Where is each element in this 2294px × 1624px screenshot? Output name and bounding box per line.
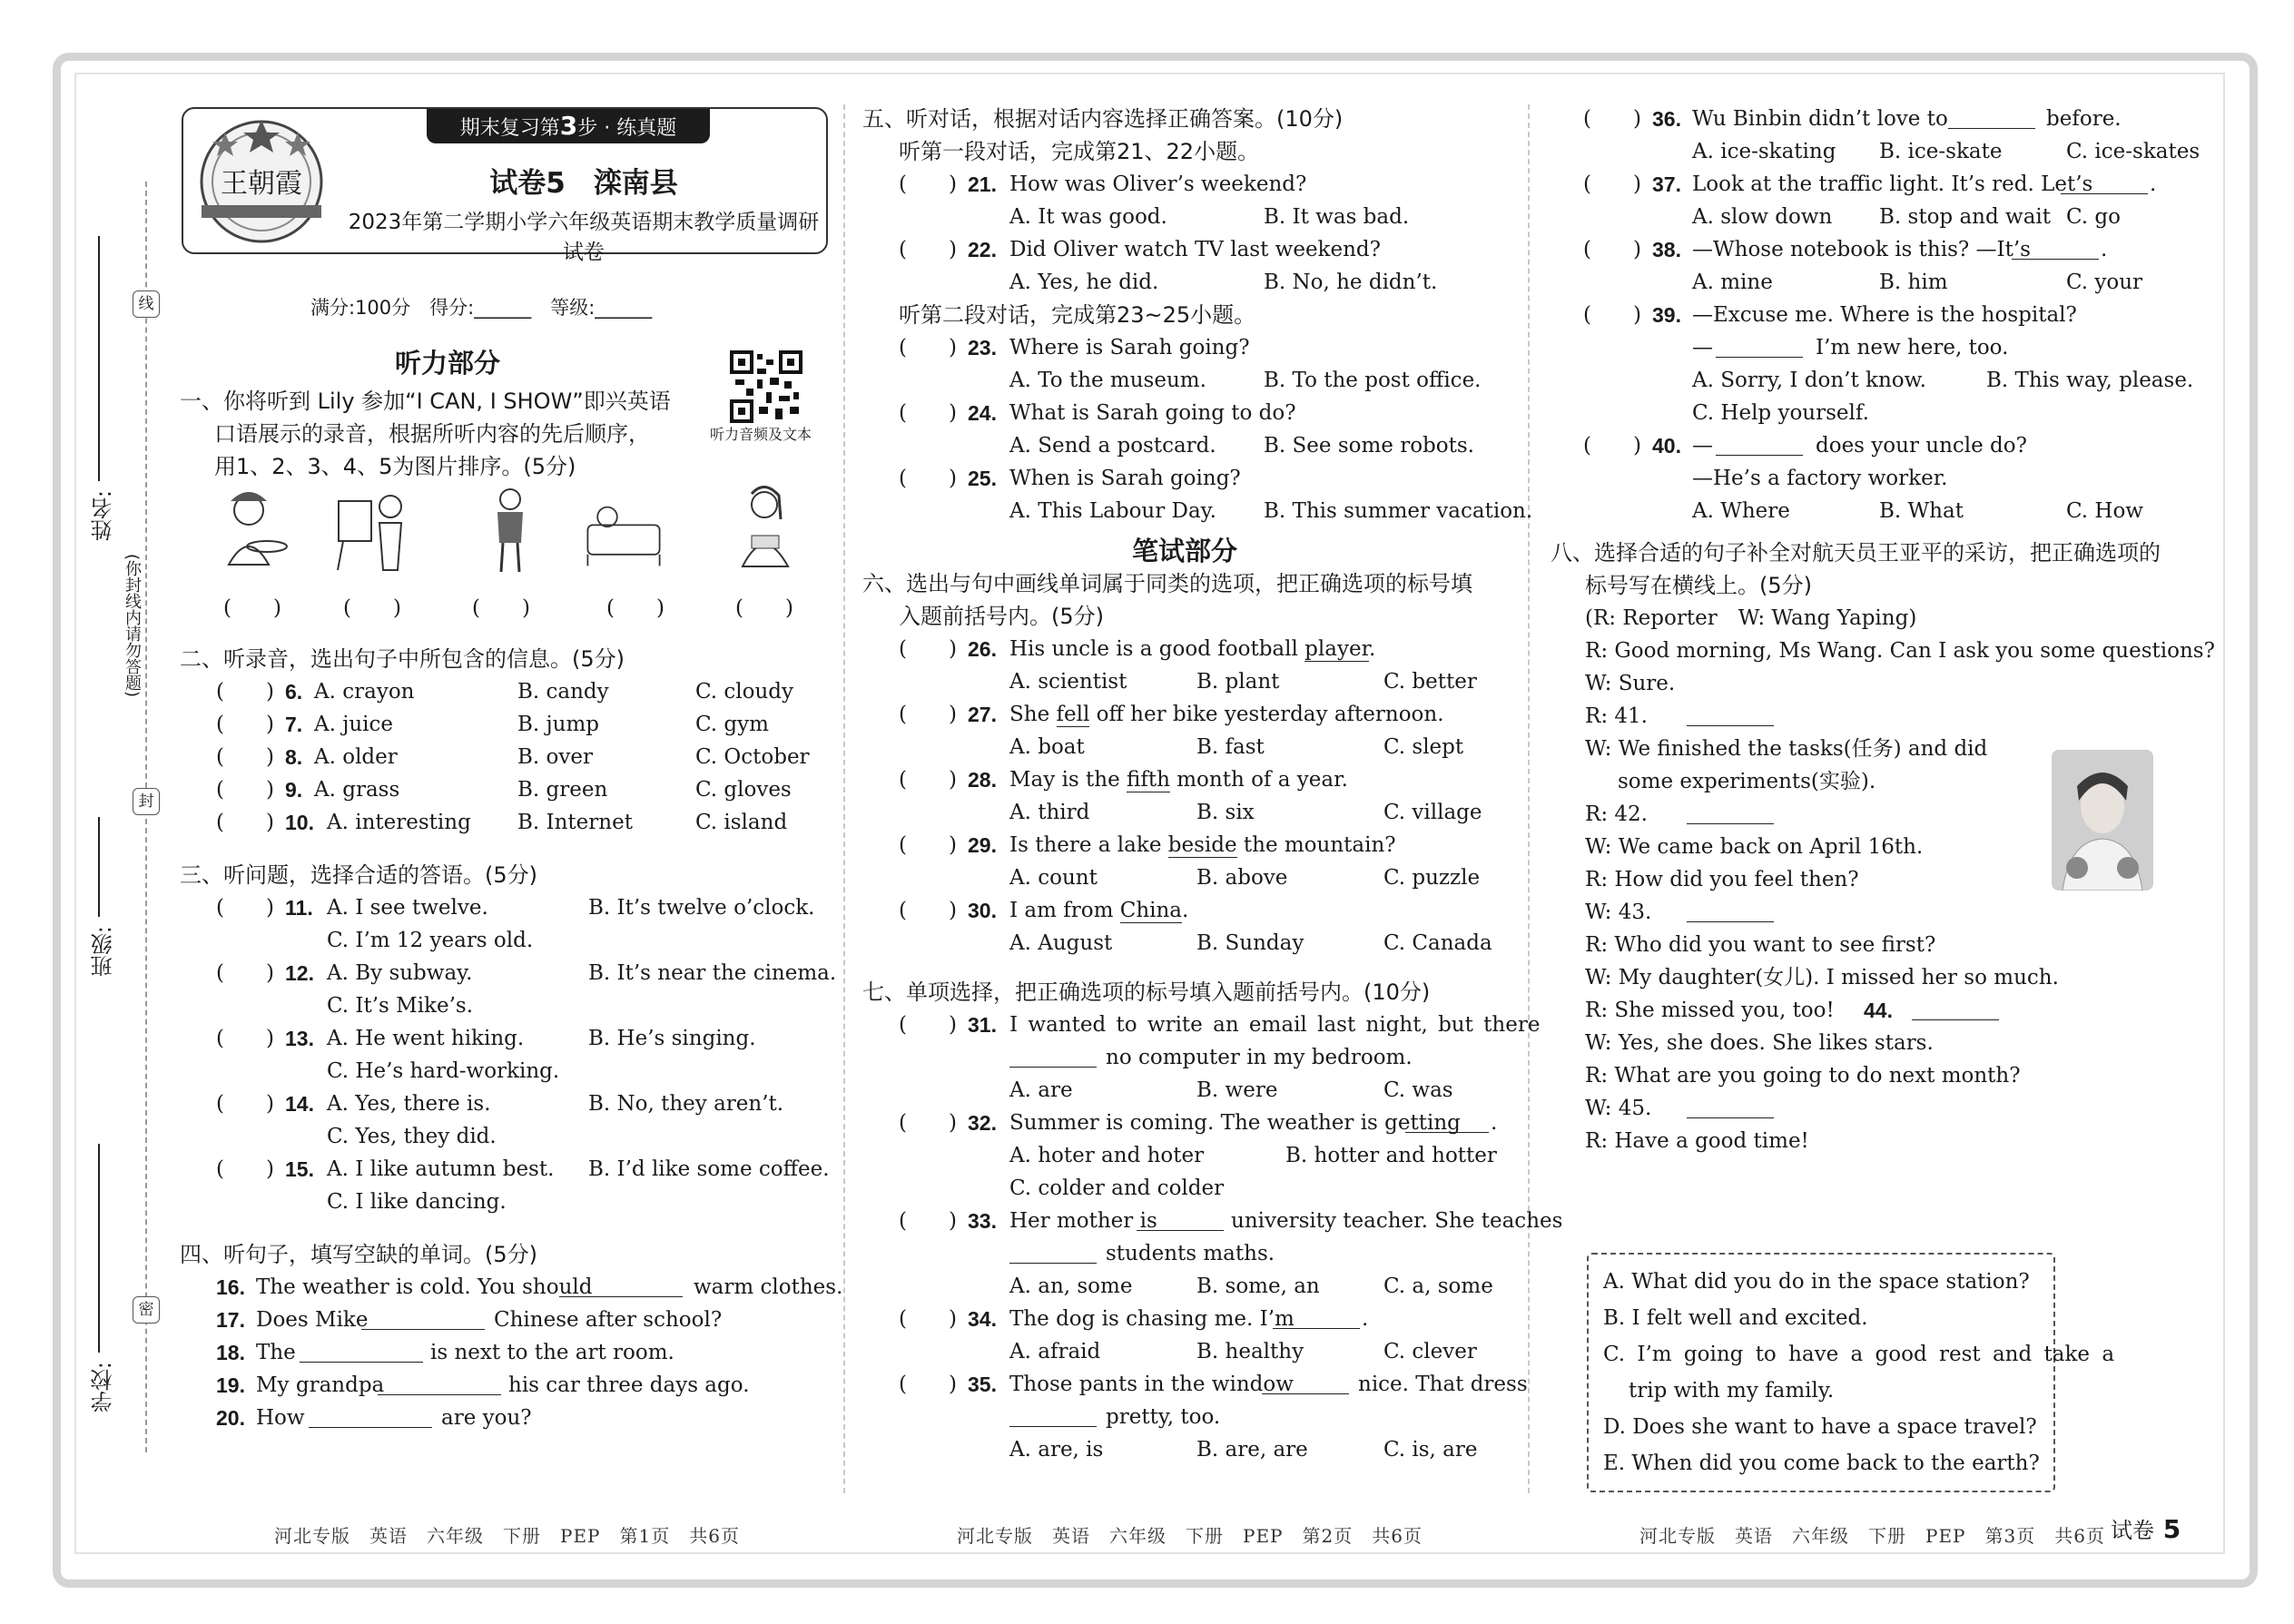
fill-blank[interactable] (378, 1374, 501, 1395)
question-23: ( ) 23. Where is Sarah going? (862, 331, 1507, 364)
answer-paren[interactable]: ( ) (216, 1157, 274, 1181)
school-field[interactable] (98, 1144, 100, 1353)
answer-paren[interactable]: ( ) (899, 336, 957, 359)
fill-blank[interactable] (2012, 239, 2099, 260)
dialog-line: W: Yes, she does. She likes stars. (1585, 1031, 1934, 1055)
question-10: ( ) 10. A. interesting B. Internet C. island (180, 806, 824, 839)
answer-paren[interactable]: ( ) (899, 172, 957, 196)
question-7: ( ) 7. A. juice B. jump C. gym (180, 708, 824, 741)
dialog-line-43: W: 43. (1551, 896, 2204, 929)
answer-paren[interactable]: ( ) (216, 778, 274, 802)
fill-blank[interactable] (1009, 1243, 1097, 1264)
answer-paren[interactable]: ( ) (1583, 107, 1641, 131)
question-6: ( ) 6. A. crayon B. candy C. cloudy (180, 675, 824, 708)
fill-blank[interactable] (559, 1276, 683, 1297)
dialog-line: W: Sure. (1585, 672, 1676, 695)
part1-heading: 一、你将听到 Lily 参加“I CAN, I SHOW”即兴英语 (180, 389, 671, 414)
fill-blank[interactable] (1948, 108, 2035, 129)
class-label: 班级: (91, 926, 116, 978)
answer-paren[interactable]: ( ) (216, 680, 274, 704)
question-35: ( ) 35. Those pants in the window nice. That dress (862, 1368, 1507, 1401)
question-11-c: C. I’m 12 years old. (327, 929, 534, 952)
roles-line: (R: Reporter W: Wang Yaping) (1585, 606, 1917, 630)
part3-heading: 三、听问题，选择合适的答语。(5分) (180, 862, 537, 888)
school-label: 学校: (91, 1362, 116, 1413)
question-25: ( ) 25. When is Sarah going? (862, 462, 1507, 495)
fill-blank[interactable] (361, 1309, 485, 1330)
answer-paren[interactable]: ( ) (899, 1209, 957, 1233)
question-24-options: A. Send a postcard. B. See some robots. (1009, 434, 1474, 458)
part6-heading: 六、选出与句中画线单词属于同类的选项，把正确选项的标号填 (862, 571, 1472, 596)
question-22-options: A. Yes, he did. B. No, he didn’t. (1009, 271, 1438, 294)
answer-paren[interactable]: ( ) (899, 1013, 957, 1037)
answer-paren[interactable]: ( ) (1583, 434, 1641, 458)
answer-options-box (1587, 1253, 2115, 1492)
dialog-line: R: What are you going to do next month? (1585, 1064, 2021, 1088)
footer-page-3: 河北专版 英语 六年级 下册 PEP 第3页 共6页 (1639, 1525, 2105, 1547)
part7-heading: 七、单项选择，把正确选项的标号填入题前括号内。(10分) (862, 979, 1431, 1005)
question-40-options: A. Where B. What C. How (1692, 499, 2143, 523)
option-d: D. Does she want to have a space travel? (1603, 1415, 2037, 1439)
answer-paren[interactable]: ( ) (899, 1373, 957, 1396)
question-32: ( ) 32. Summer is coming. The weather is getting . (862, 1107, 1507, 1139)
fill-blank[interactable] (1716, 337, 1803, 358)
dialog-line: W: My daughter(女儿). I missed her so much. (1585, 966, 2059, 989)
fill-blank[interactable] (2061, 173, 2148, 194)
exam-title: 试卷5 滦南县 (489, 167, 678, 200)
question-37: ( ) 37. Look at the traffic light. It’s red. Let’s . (1551, 168, 2204, 201)
part1-heading: 口语展示的录音，根据所听内容的先后顺序， (214, 421, 650, 447)
question-28-options: A. third B. six C. village (1009, 801, 1482, 824)
question-39-option-c: C. Help yourself. (1692, 401, 1869, 425)
girl-eating-icon (212, 483, 294, 574)
column-divider (1528, 104, 1530, 1493)
score-line: 满分:100分 得分:______ 等级:______ (310, 297, 653, 319)
fill-blank[interactable] (1687, 901, 1774, 922)
fill-blank[interactable] (1009, 1047, 1097, 1068)
writing-title: 笔试部分 (1131, 536, 1237, 566)
fill-blank[interactable] (1716, 435, 1803, 456)
picture-answer-row (180, 592, 824, 623)
binding-mark: 封 (133, 788, 160, 815)
answer-paren[interactable]: ( ) (899, 401, 957, 425)
answer-paren[interactable]: ( ) (899, 1307, 957, 1331)
qr-caption: 听力音频及文本 (710, 426, 812, 443)
question-40: ( ) 40. — does your uncle do? (1551, 429, 2204, 462)
man-standing-icon (470, 483, 552, 574)
question-32-options: A. hoter and hoter B. hotter and hotter (1009, 1144, 1497, 1167)
question-31-l2: no computer in my bedroom. (862, 1041, 1507, 1074)
question-30: ( ) 30. I am from China. (862, 894, 1507, 927)
qr-code-icon[interactable] (730, 350, 802, 423)
part5-heading: 五、听对话，根据对话内容选择正确答案。(10分) (862, 106, 1344, 132)
question-8: ( ) 8. A. older B. over C. October (180, 741, 824, 773)
answer-paren[interactable]: ( ) (899, 238, 957, 261)
question-35-options: A. are, is B. are, are C. is, are (1009, 1438, 1478, 1462)
part1-heading: 用1、2、3、4、5为图片排序。(5分) (214, 454, 576, 479)
question-15: ( ) 15. A. I like autumn best. B. I’d like some coffee. (180, 1153, 824, 1186)
answer-paren[interactable]: ( ) (216, 896, 274, 920)
option-b: B. I felt well and excited. (1603, 1306, 1868, 1330)
question-25-options: A. This Labour Day. B. This summer vacation. (1009, 499, 1533, 523)
listening-title: 听力部分 (394, 348, 500, 379)
binding-mark: 线 (133, 290, 160, 318)
question-22: ( ) 22. Did Oliver watch TV last weekend? (862, 233, 1507, 266)
question-39-options: A. Sorry, I don’t know. B. This way, please. (1692, 369, 2194, 392)
question-29: ( ) 29. Is there a lake beside the mountain? (862, 829, 1507, 861)
answer-paren[interactable]: ( ) (216, 745, 274, 769)
question-9: ( ) 9. A. grass B. green C. gloves (180, 773, 824, 806)
question-33-l2: students maths. (862, 1237, 1507, 1270)
answer-paren[interactable]: ( ) (899, 703, 957, 726)
question-36: ( ) 36. Wu Binbin didn’t love to before. (1551, 103, 2204, 135)
paper-number: 试卷 5 (2111, 1514, 2181, 1544)
exam-header (182, 107, 828, 264)
fill-blank[interactable] (1912, 999, 1999, 1020)
question-31: ( ) 31. I wanted to write an email last night, but there (862, 1009, 1507, 1041)
question-23-options: A. To the museum. B. To the post office. (1009, 369, 1482, 392)
answer-paren[interactable]: ( ) (216, 1092, 274, 1116)
question-14: ( ) 14. A. Yes, there is. B. No, they aren’t. (180, 1088, 824, 1120)
question-34: ( ) 34. The dog is chasing me. I’m . (862, 1303, 1507, 1335)
column-2 (862, 103, 1563, 1466)
question-13-c: C. He’s hard-working. (327, 1059, 560, 1083)
answer-paren[interactable]: ( ) (606, 596, 665, 620)
name-field[interactable] (98, 236, 100, 481)
part8-heading: 标号写在横线上。(5分) (1585, 573, 1812, 598)
part6-heading: 入题前括号内。(5分) (899, 604, 1104, 629)
dialog-line: R: Good morning, Ms Wang. Can I ask you some questions? (1585, 639, 2215, 663)
dialog-line: W: We finished the tasks(任务) and did (1585, 737, 1988, 761)
dialog-line-44: R: She missed you, too! 44. (1551, 994, 2204, 1027)
fill-blank[interactable] (1273, 1308, 1360, 1329)
publisher-logo-icon (189, 114, 334, 247)
binding-mark: 密 (133, 1296, 160, 1324)
question-38-options: A. mine B. him C. your (1692, 271, 2143, 294)
question-35-l2: pretty, too. (862, 1401, 1507, 1433)
fill-blank[interactable] (1687, 1097, 1774, 1118)
question-13: ( ) 13. A. He went hiking. B. He’s singing. (180, 1022, 824, 1055)
question-32-option-c: C. colder and colder (1009, 1176, 1225, 1200)
option-c: C. I’m going to have a good rest and take a (1603, 1343, 2115, 1366)
column-3 (1551, 103, 2215, 1157)
question-33-options: A. an, some B. some, an C. a, some (1009, 1275, 1493, 1298)
binding-dashed-line (145, 182, 147, 1452)
fill-blank[interactable] (309, 1407, 432, 1428)
review-badge: 期末复习第3步 · 练真题 (427, 109, 710, 143)
answer-paren[interactable]: ( ) (223, 596, 281, 620)
answer-paren[interactable]: ( ) (899, 637, 957, 661)
exam-subtitle: 2023年第二学期小学六年级英语期末教学质量调研试卷 (348, 211, 820, 264)
column-1 (180, 347, 843, 1434)
painter-icon (334, 483, 416, 574)
footer-page-1: 河北专版 英语 六年级 下册 PEP 第1页 共6页 (274, 1525, 740, 1547)
question-17: 17. Does Mike Chinese after school? (216, 1308, 723, 1332)
binding-note: (你封线内请勿答题) (123, 554, 142, 698)
question-31-options: A. are B. were C. was (1009, 1078, 1453, 1102)
question-19: 19. My grandpa his car three days ago. (216, 1373, 750, 1397)
answer-paren[interactable]: ( ) (899, 467, 957, 490)
picture-row (180, 483, 824, 592)
dialog-line-45: W: 45. (1551, 1092, 2204, 1125)
girl-reading-icon (724, 483, 806, 574)
option-a: A. What did you do in the space station? (1603, 1270, 2030, 1294)
question-39-l2: — I’m new here, too. (1692, 336, 2009, 359)
dialog-line: R: How did you feel then? (1585, 868, 1859, 891)
binding-margin (87, 182, 169, 1452)
fill-blank[interactable] (1009, 1406, 1097, 1427)
option-e: E. When did you come back to the earth? (1603, 1452, 2040, 1475)
question-21-options: A. It was good. B. It was bad. (1009, 205, 1410, 229)
question-14-c: C. Yes, they did. (327, 1125, 497, 1148)
question-37-options: A. slow down B. stop and wait C. go (1692, 205, 2121, 229)
question-34-options: A. afraid B. healthy C. clever (1009, 1340, 1477, 1363)
question-38: ( ) 38. —Whose notebook is this? —It’s . (1551, 233, 2204, 266)
answer-paren[interactable]: ( ) (899, 768, 957, 792)
column-divider (843, 104, 845, 1493)
answer-paren[interactable]: ( ) (899, 833, 957, 857)
question-28: ( ) 28. May is the fifth month of a year. (862, 763, 1507, 796)
footer-page-2: 河北专版 英语 六年级 下册 PEP 第2页 共6页 (957, 1525, 1423, 1547)
question-26-options: A. scientist B. plant C. better (1009, 670, 1477, 694)
answer-paren[interactable]: ( ) (1583, 238, 1641, 261)
dialog-line: some experiments(实验). (1618, 770, 1876, 793)
svg-text:王朝霞: 王朝霞 (221, 168, 302, 200)
fill-blank[interactable] (1137, 1210, 1224, 1231)
question-40-l2: —He’s a factory worker. (1692, 467, 1948, 490)
question-30-options: A. August B. Sunday C. Canada (1009, 931, 1492, 955)
question-39: ( ) 39. —Excuse me. Where is the hospital? (1551, 299, 2204, 331)
question-16: 16. The weather is cold. You should warm clothes. (216, 1275, 843, 1299)
question-12: ( ) 12. A. By subway. B. It’s near the cinema. (180, 957, 824, 989)
answer-paren[interactable]: ( ) (343, 596, 401, 620)
answer-paren[interactable]: ( ) (1583, 303, 1641, 327)
dialog-line-41: R: 41. (1551, 700, 2204, 733)
answer-paren[interactable]: ( ) (216, 1027, 274, 1050)
dialog-line: W: We came back on April 16th. (1585, 835, 1924, 859)
answer-paren[interactable]: ( ) (899, 1111, 957, 1135)
question-24: ( ) 24. What is Sarah going to do? (862, 397, 1507, 429)
fill-blank[interactable] (1262, 1373, 1349, 1394)
answer-paren[interactable]: ( ) (216, 713, 274, 736)
answer-paren[interactable]: ( ) (472, 596, 530, 620)
fill-blank[interactable] (1687, 705, 1774, 726)
question-12-c: C. It’s Mike’s. (327, 994, 474, 1018)
question-27-options: A. boat B. fast C. slept (1009, 735, 1464, 759)
child-in-bed-icon (583, 483, 665, 574)
question-11: ( ) 11. A. I see twelve. B. It’s twelve o’clock. (180, 891, 824, 924)
answer-paren[interactable]: ( ) (216, 961, 274, 985)
option-c-cont: trip with my family. (1629, 1379, 1835, 1403)
part4-heading: 四、听句子，填写空缺的单词。(5分) (180, 1242, 537, 1267)
question-27: ( ) 27. She fell off her bike yesterday afternoon. (862, 698, 1507, 731)
dialog-line-42: R: 42. (1551, 798, 2204, 831)
question-21: ( ) 21. How was Oliver’s weekend? (862, 168, 1507, 201)
question-29-options: A. count B. above C. puzzle (1009, 866, 1481, 890)
question-15-c: C. I like dancing. (327, 1190, 507, 1214)
answer-paren[interactable]: ( ) (899, 899, 957, 922)
part8-heading: 八、选择合适的句子补全对航天员王亚平的采访，把正确选项的 (1551, 540, 2161, 566)
question-33: ( ) 33. Her mother is university teacher. She teaches (862, 1205, 1507, 1237)
dialog-line: R: Who did you want to see first? (1585, 933, 1936, 957)
question-36-options: A. ice-skating B. ice-skate C. ice-skates (1692, 140, 2200, 163)
fill-blank[interactable] (1687, 803, 1774, 824)
part5-sub1: 听第一段对话，完成第21、22小题。 (899, 139, 1260, 164)
fill-blank[interactable] (300, 1342, 423, 1363)
fill-blank[interactable] (1405, 1112, 1489, 1133)
astronaut-photo (2052, 750, 2153, 891)
answer-paren[interactable]: ( ) (216, 811, 274, 834)
question-26: ( ) 26. His uncle is a good football player. (862, 633, 1507, 665)
class-field[interactable] (98, 817, 100, 917)
answer-paren[interactable]: ( ) (735, 596, 793, 620)
dialog-line: R: Have a good time! (1585, 1129, 1809, 1153)
part5-sub2: 听第二段对话，完成第23~25小题。 (899, 302, 1256, 328)
name-label: 姓名: (91, 490, 116, 542)
answer-paren[interactable]: ( ) (1583, 172, 1641, 196)
part2-heading: 二、听录音，选出句子中所包含的信息。(5分) (180, 646, 625, 672)
question-20: 20. How are you? (216, 1406, 532, 1430)
question-18: 18. The is next to the art room. (216, 1341, 674, 1364)
